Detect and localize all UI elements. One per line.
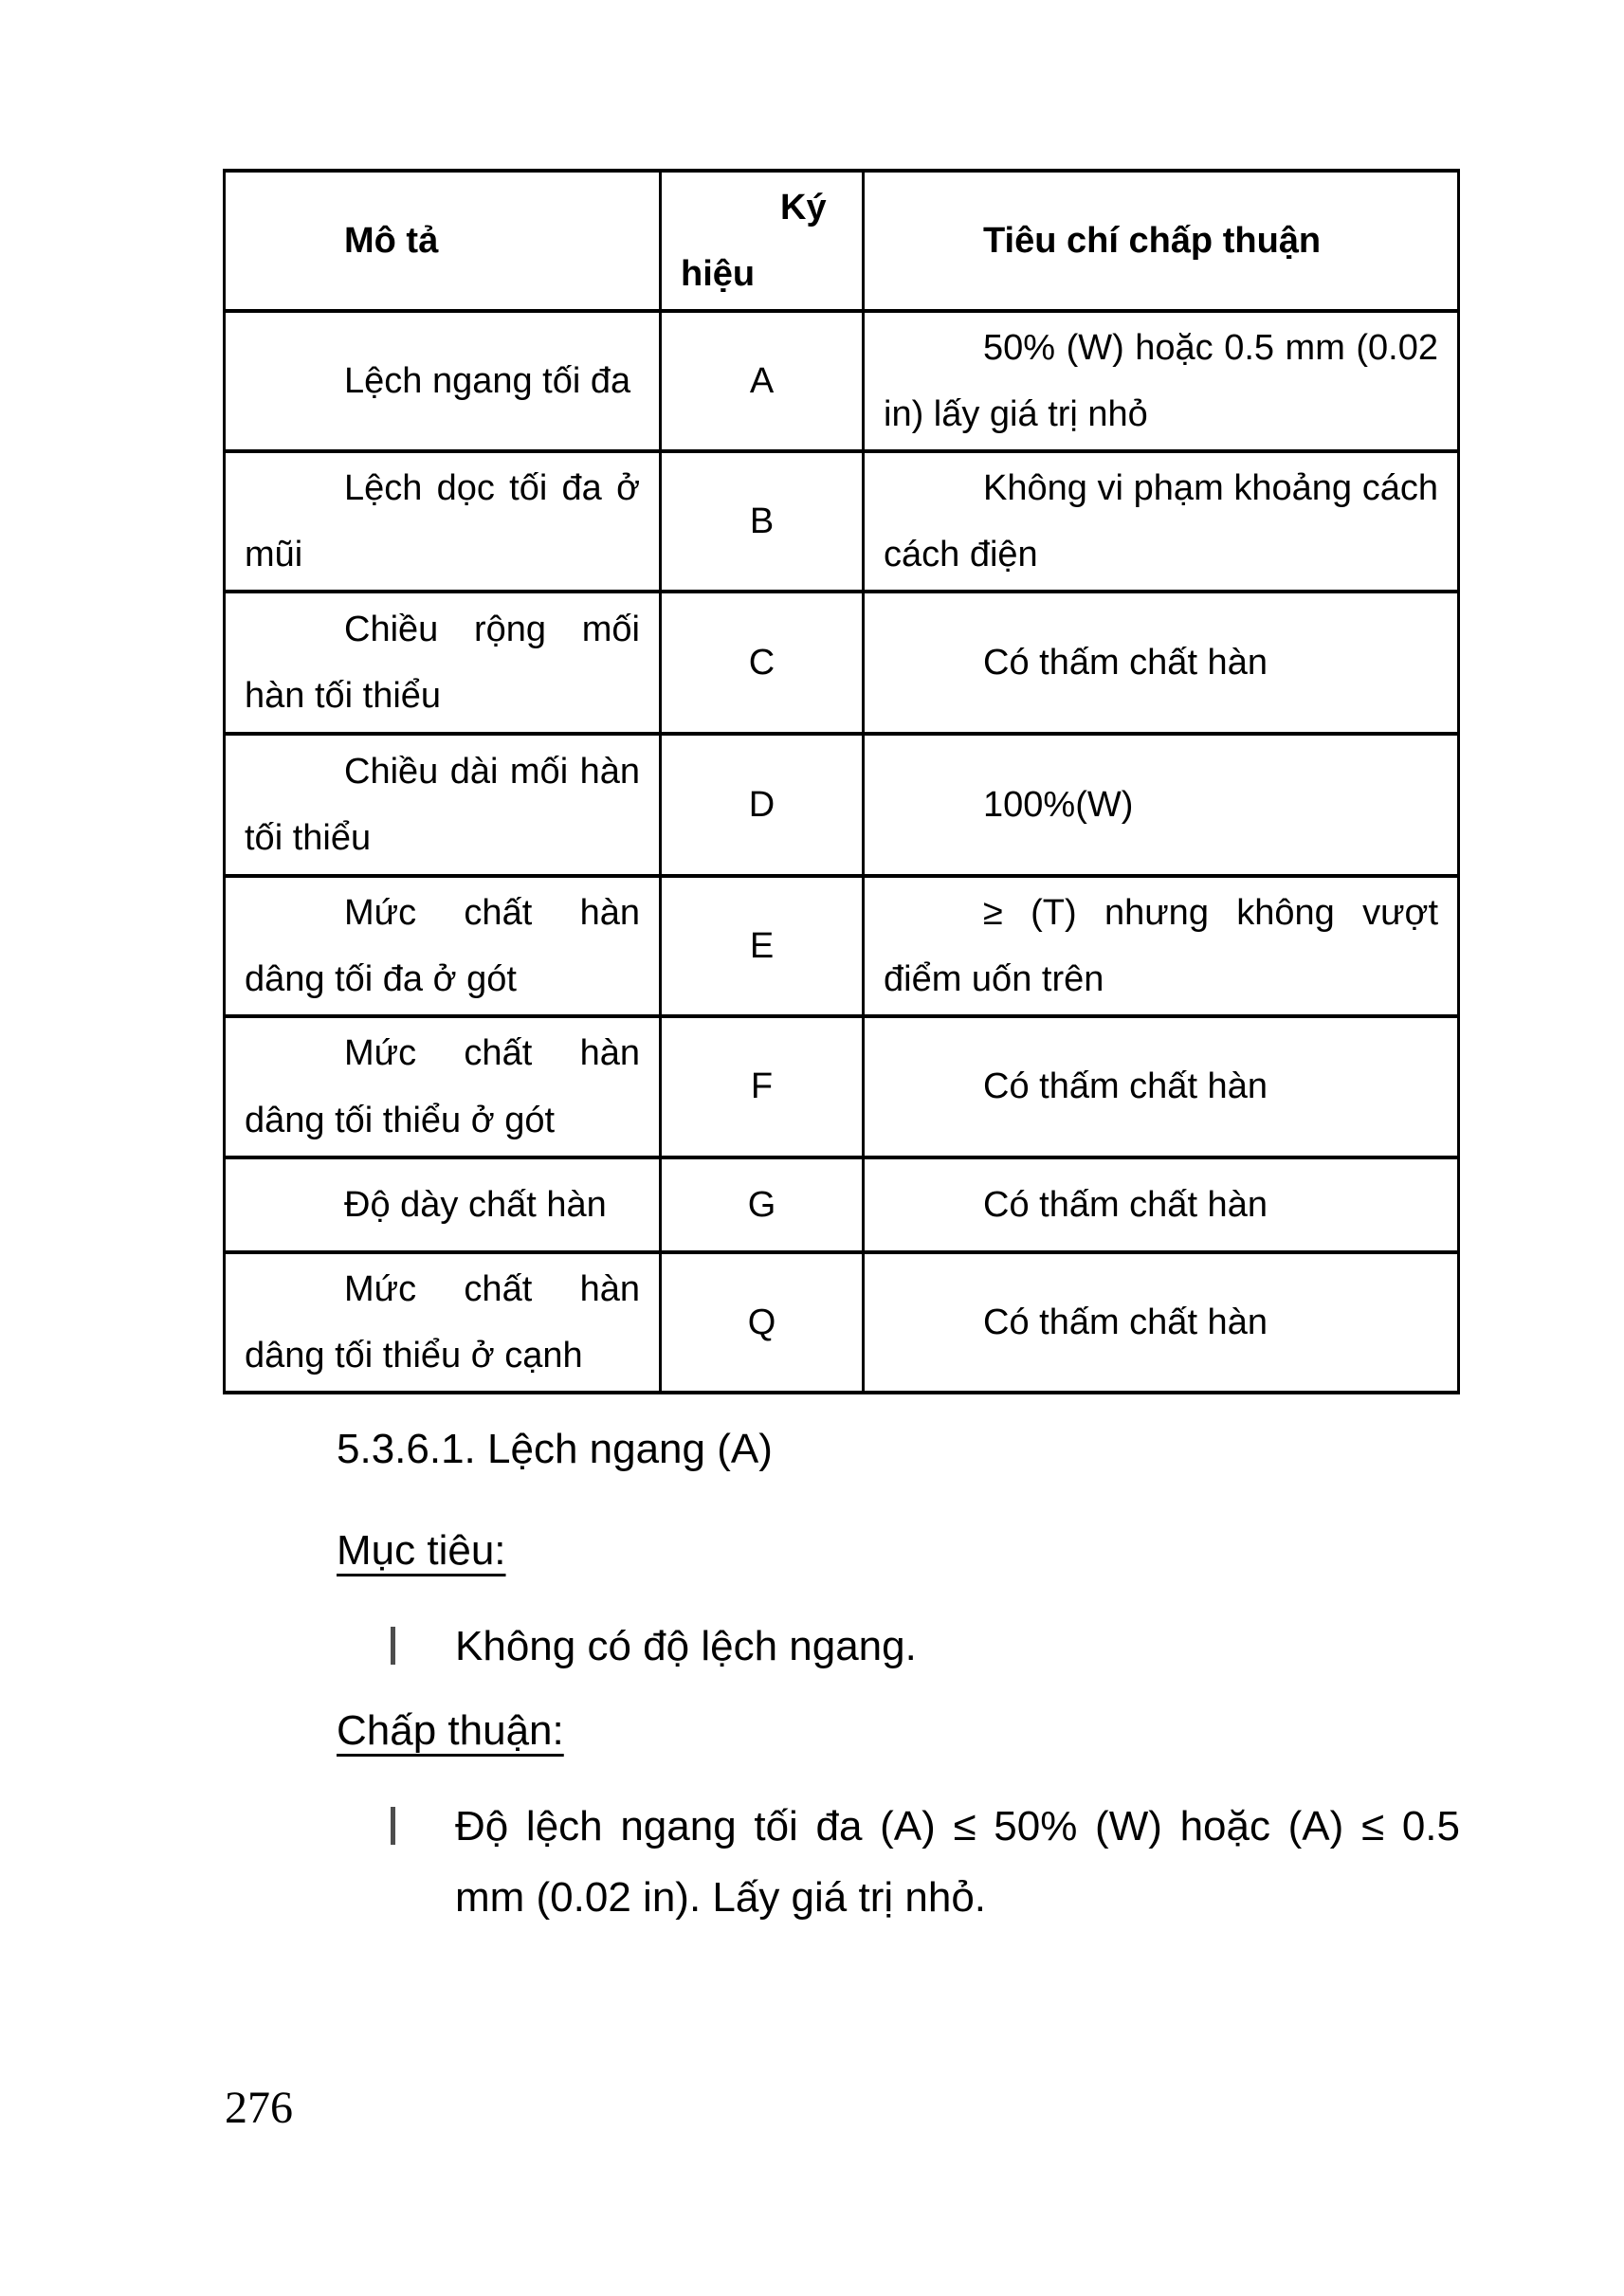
table-row — [225, 876, 1459, 1016]
objective-list-item — [391, 1612, 1460, 1683]
table-row — [225, 311, 1459, 451]
table-row — [225, 1157, 1459, 1252]
table-row — [225, 451, 1459, 592]
cell-symbol: C — [661, 592, 864, 734]
column-header-description: Mô tả — [225, 171, 661, 311]
acceptance-item-text: Độ lệch ngang tối đa (A) ≤ 50% (W) hoặc (A) ≤ 0.5 mm (0.02 in). Lấy giá trị nhỏ. — [455, 1803, 1460, 1921]
cell-symbol: E — [661, 876, 864, 1016]
cell-description: Lệch dọc tối đa ở mũi — [225, 451, 661, 592]
page-number: 276 — [225, 2083, 293, 2133]
column-header-criteria: Tiêu chí chấp thuận — [864, 171, 1459, 311]
cell-symbol: A — [661, 311, 864, 451]
cell-symbol: B — [661, 451, 864, 592]
cell-criteria: Không vi phạm khoảng cách cách điện — [864, 451, 1459, 592]
table-row — [225, 734, 1459, 876]
table-row — [225, 592, 1459, 734]
table-header-row — [225, 171, 1459, 311]
acceptance-list-item — [391, 1792, 1460, 1934]
cell-criteria: 100%(W) — [864, 734, 1459, 876]
cell-criteria: Có thấm chất hàn — [864, 592, 1459, 734]
cell-criteria: 50% (W) hoặc 0.5 mm (0.02 in) lấy giá trị nhỏ — [864, 311, 1459, 451]
cell-criteria: ≥ (T) nhưng không vượt điểm uốn trên — [864, 876, 1459, 1016]
cell-description: Mức chất hàn dâng tối đa ở gót — [225, 876, 661, 1016]
acceptance-criteria-table — [223, 169, 1460, 1394]
cell-description: Chiều rộng mối hàn tối thiểu — [225, 592, 661, 734]
cell-description: Chiều dài mối hàn tối thiểu — [225, 734, 661, 876]
cell-description: Mức chất hàn dâng tối thiểu ở gót — [225, 1016, 661, 1157]
objective-label: Mục tiêu: — [337, 1527, 506, 1574]
cell-description: Độ dày chất hàn — [225, 1157, 661, 1252]
acceptance-label: Chấp thuận: — [337, 1707, 564, 1754]
column-header-symbol: Ký hiệu — [661, 171, 864, 311]
objective-item-text: Không có độ lệch ngang. — [455, 1623, 917, 1669]
cell-criteria: Có thấm chất hàn — [864, 1016, 1459, 1157]
cell-criteria: Có thấm chất hàn — [864, 1157, 1459, 1252]
cell-symbol: G — [661, 1157, 864, 1252]
cell-symbol: Q — [661, 1252, 864, 1393]
bullet-bar-icon — [391, 1627, 395, 1665]
table-row — [225, 1016, 1459, 1157]
table-row — [225, 1252, 1459, 1393]
cell-symbol: D — [661, 734, 864, 876]
cell-description: Mức chất hàn dâng tối thiểu ở cạnh — [225, 1252, 661, 1393]
cell-description: Lệch ngang tối đa — [225, 311, 661, 451]
cell-symbol: F — [661, 1016, 864, 1157]
bullet-bar-icon — [391, 1807, 395, 1845]
cell-criteria: Có thấm chất hàn — [864, 1252, 1459, 1393]
section-heading: 5.3.6.1. Lệch ngang (A) — [337, 1426, 773, 1472]
